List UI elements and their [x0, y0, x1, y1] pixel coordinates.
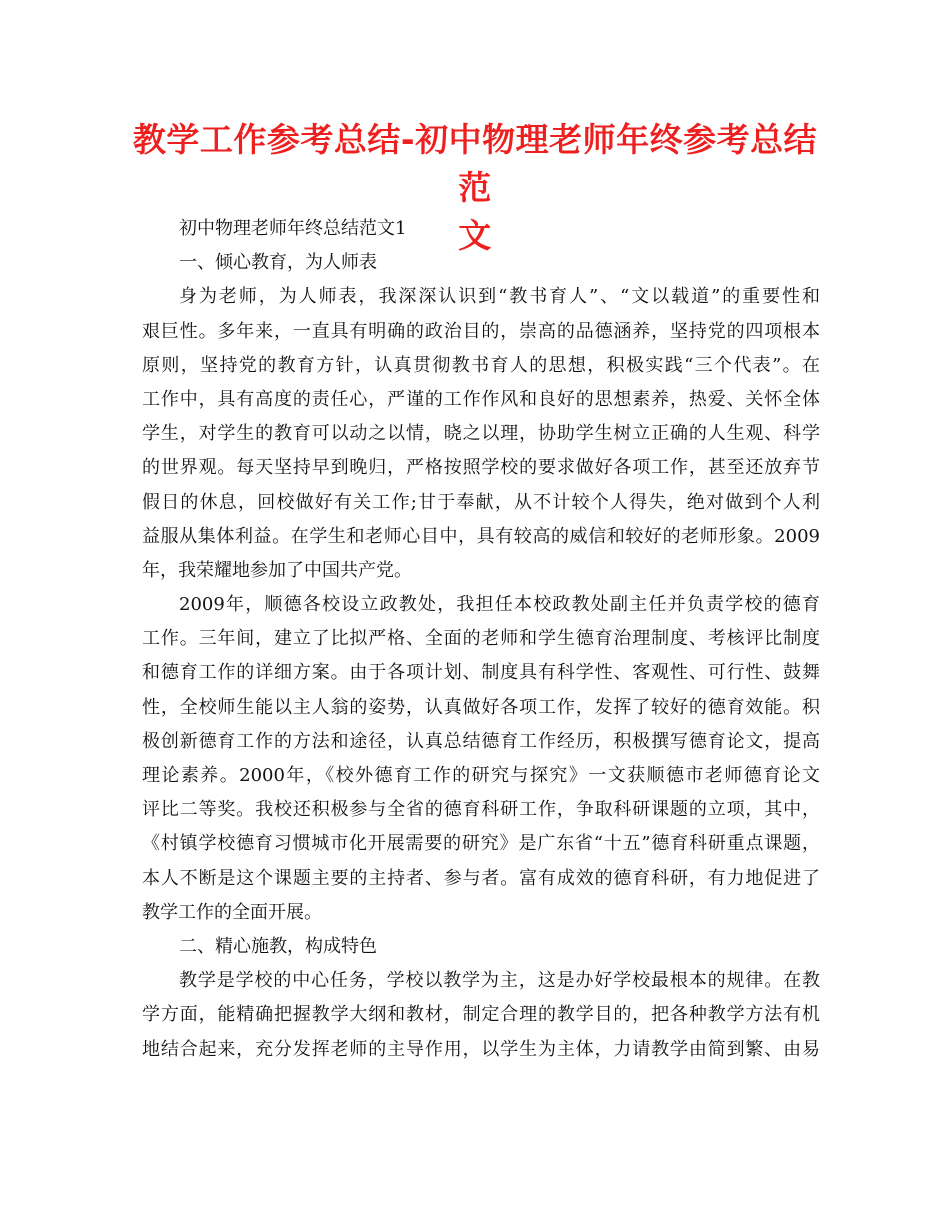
text-line: 年，我荣耀地参加了中国共产党。: [142, 559, 412, 581]
text-line: 益服从集体利益。在学生和老师心目中，具有较高的威信和较好的老师形象。2009: [142, 525, 820, 547]
text-line: 艰巨性。多年来，一直具有明确的政治目的，崇高的品德涵养，坚持党的四项根本: [142, 320, 820, 342]
text-line: 工作中，具有高度的责任心，严谨的工作作风和良好的思想素养，热爱、关怀全体: [142, 388, 820, 410]
text-line: 理论素养。2000年，《校外德育工作的研究与探究》一文获顺德市老师德育论文: [142, 765, 820, 786]
text-line: 性，全校师生能以主人翁的姿势，认真做好各项工作，发挥了较好的德育效能。积: [142, 696, 820, 718]
text-line: 学方面，能精确把握教学大纲和教材，制定合理的教学目的，把各种教学方法有机: [142, 1004, 820, 1026]
text-line: 2009年，顺德各校设立政教处，我担任本校政教处副主任并负责学校的德育: [179, 594, 820, 616]
text-line: 评比二等奖。我校还积极参与全省的德育科研工作，争取科研课题的立项，其中，: [142, 799, 820, 821]
document-body: [142, 212, 820, 1067]
text-line: 一、倾心教育，为人师表: [179, 252, 377, 274]
text-line: 和德育工作的详细方案。由于各项计划、制度具有科学性、客观性、可行性、鼓舞: [142, 662, 820, 684]
text-line: 身为老师，为人师表，我深深认识到“教书育人”、“文以载道”的重要性和: [179, 286, 820, 308]
text-line: 学生，对学生的教育可以动之以情，晓之以理，协助学生树立正确的人生观、科学: [142, 423, 820, 445]
text-line: 初中物理老师年终总结范文1: [179, 218, 407, 239]
text-line: 《村镇学校德育习惯城市化开展需要的研究》是广东省“十五”德育科研重点课题，: [142, 833, 820, 855]
text-line: 教学是学校的中心任务，学校以教学为主，这是办好学校最根本的规律。在教: [179, 970, 820, 992]
text-line: 工作。三年间，建立了比拟严格、全面的老师和学生德育治理制度、考核评比制度: [142, 628, 820, 650]
title-line-1: 教学工作参考总结-初中物理老师年终参考总结范: [132, 120, 818, 207]
text-line: 假日的休息，回校做好有关工作;甘于奉献，从不计较个人得失，绝对做到个人利: [142, 491, 820, 513]
text-line: 本人不断是这个课题主要的主持者、参与者。富有成效的德育科研，有力地促进了: [142, 867, 820, 889]
title-line-2: 文: [458, 216, 492, 255]
text-line: 地结合起来，充分发挥老师的主导作用，以学生为主体，力请教学由简到繁、由易: [142, 1038, 820, 1060]
text-line: 教学工作的全面开展。: [142, 901, 322, 923]
text-line: 二、精心施教，构成特色: [179, 935, 377, 957]
text-line: 原则，坚持党的教育方针，认真贯彻教书育人的思想，积极实践“三个代表”。在: [142, 354, 820, 376]
text-line: 的世界观。每天坚持早到晚归，严格按照学校的要求做好各项工作，甚至还放弃节: [142, 457, 820, 479]
text-line: 极创新德育工作的方法和途径，认真总结德育工作经历，积极撰写德育论文，提高: [142, 730, 820, 752]
